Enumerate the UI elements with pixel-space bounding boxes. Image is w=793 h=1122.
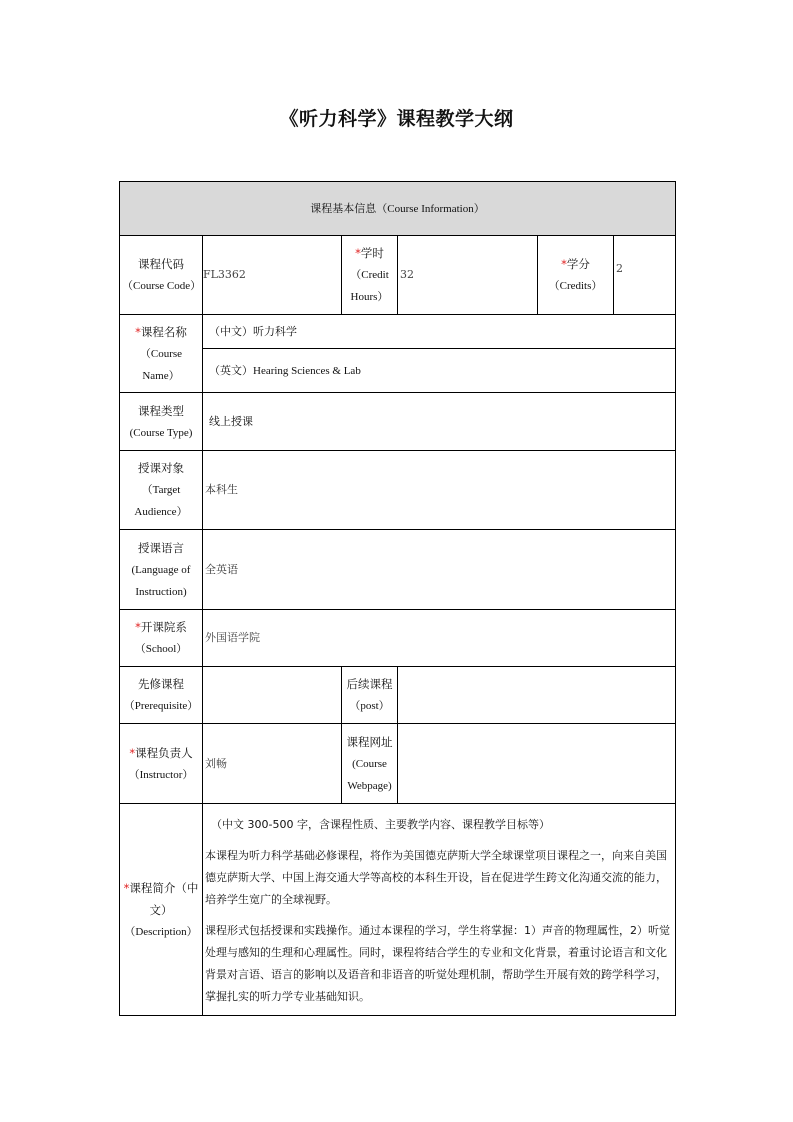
language-value: 全英语 xyxy=(203,530,676,610)
course-name-label: *课程名称 （Course Name） xyxy=(120,315,203,393)
course-name-en: （英文）Hearing Sciences & Lab xyxy=(203,349,676,393)
description-note: （中文 300-500 字，含课程性质、主要教学内容、课程教学目标等） xyxy=(211,817,550,831)
description-body xyxy=(203,804,676,1016)
instructor-value: 刘畅 xyxy=(203,724,342,804)
course-type-value: 线上授课 xyxy=(203,393,676,451)
prerequisite-value xyxy=(203,667,342,724)
language-label: 授课语言 (Language of Instruction) xyxy=(120,530,203,610)
target-audience-value: 本科生 xyxy=(203,451,676,530)
section-header: 课程基本信息（Course Information） xyxy=(120,182,676,236)
target-audience-label: 授课对象 （Target Audience） xyxy=(120,451,203,530)
course-code-label: 课程代码 （Course Code） xyxy=(120,236,203,315)
post-course-value xyxy=(398,667,676,724)
credit-hours-value: 32 xyxy=(398,236,538,315)
credit-hours-label: *学时 （Credit Hours） xyxy=(342,236,398,315)
webpage-value[interactable] xyxy=(398,724,676,804)
credits-label: *学分 （Credits） xyxy=(538,236,614,315)
school-value: 外国语学院 xyxy=(203,610,676,667)
course-code-value: FL3362 xyxy=(203,236,342,315)
course-info-table xyxy=(119,181,676,1016)
credits-value: 2 xyxy=(614,236,676,315)
school-label: *开课院系 （School） xyxy=(120,610,203,667)
description-label: *课程简介（中 文） （Description） xyxy=(120,804,203,1016)
course-name-zh: （中文）听力科学 xyxy=(203,315,676,349)
prerequisite-label: 先修课程 （Prerequisite） xyxy=(120,667,203,724)
post-course-label: 后续课程 （post） xyxy=(342,667,398,724)
description-paragraph-2: 课程形式包括授课和实践操作。通过本课程的学习，学生将掌握：1）声音的物理属性，2）听觉处理与感知的生理和心理属性。同时，课程将结合学生的专业和文化背景，着重讨论语言和文化背景对言语、语言的影响以及语音和非语音的听觉处理机制，帮助学生开展有效的跨学科学习，掌握扎实的听力学专业基础知识。 xyxy=(205,923,670,1003)
instructor-label: *课程负责人 （Instructor） xyxy=(120,724,203,804)
course-type-label: 课程类型 (Course Type) xyxy=(120,393,203,451)
webpage-label: 课程网址 (Course Webpage) xyxy=(342,724,398,804)
page-title: 《听力科学》课程教学大纲 xyxy=(279,108,514,130)
description-paragraph-1: 本课程为听力科学基础必修课程，将作为美国德克萨斯大学全球课堂项目课程之一，向来自美国德克萨斯大学、中国上海交通大学等高校的本科生开设，旨在促进学生跨文化沟通交流的能力，培养学生宽广的全球视野。 xyxy=(205,848,667,906)
